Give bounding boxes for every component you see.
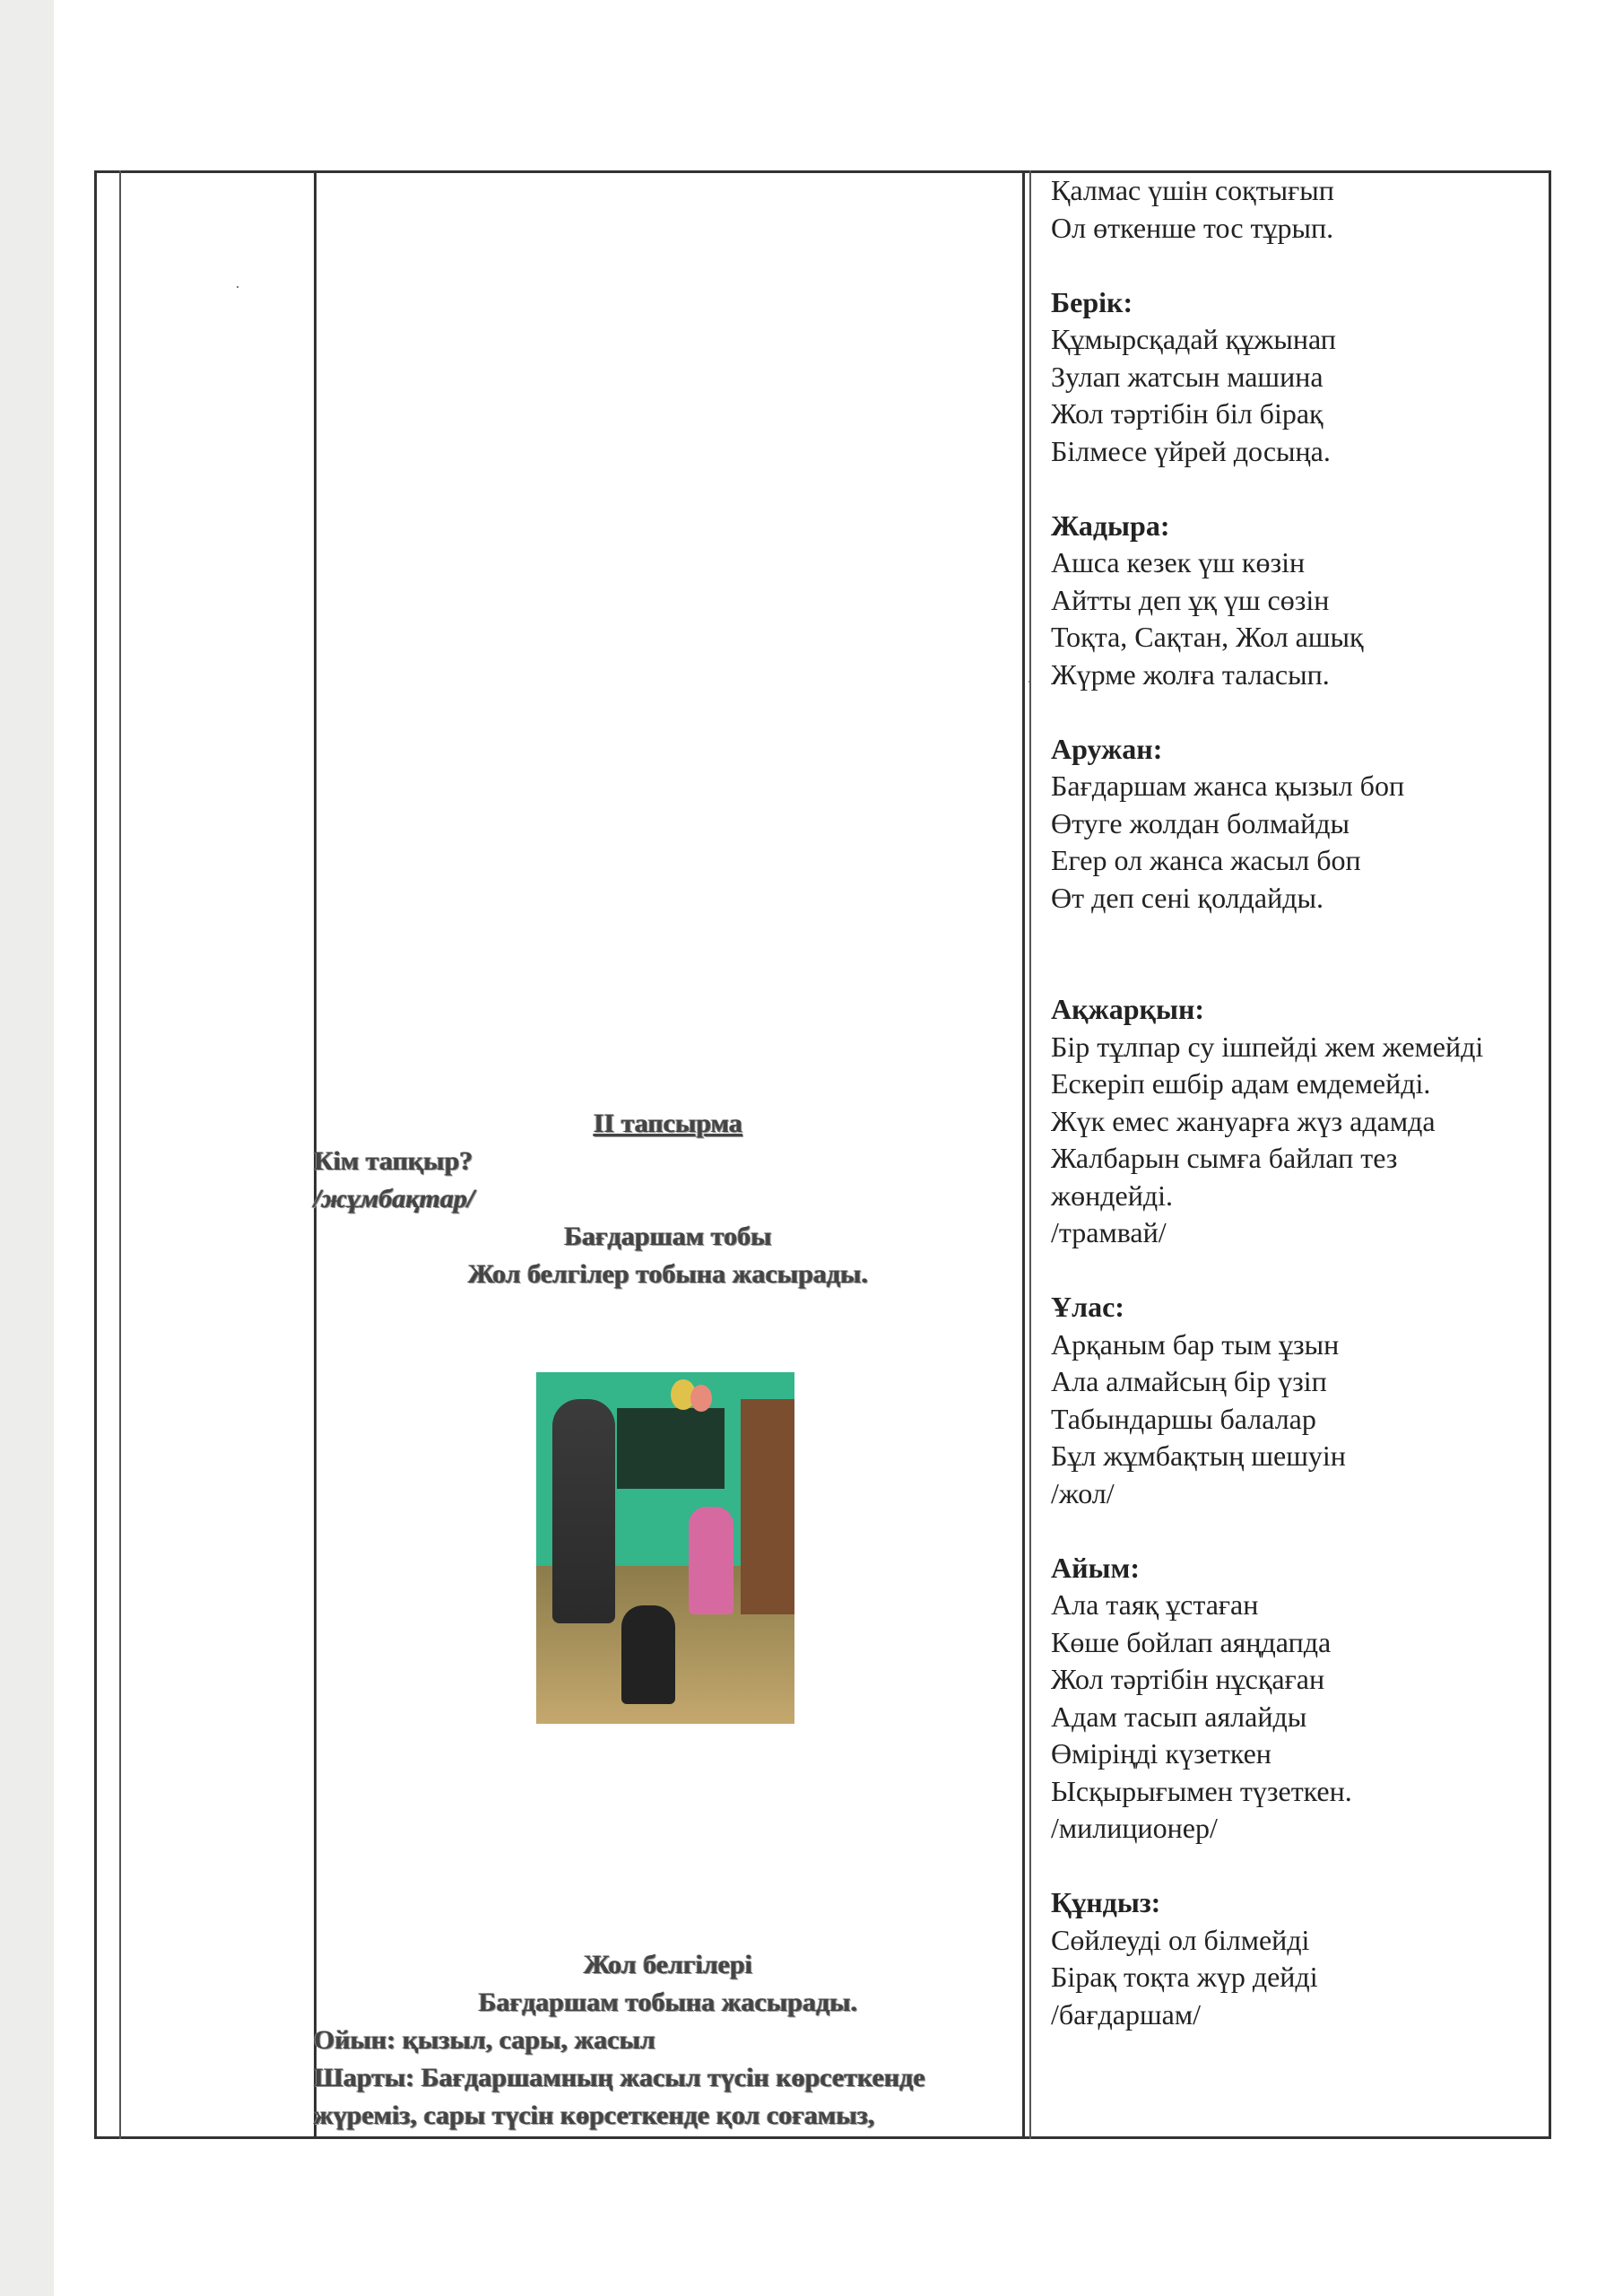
- verse-line: Бір тұлпар су ішпейді жем жемейді: [1051, 1030, 1484, 1063]
- verse-line: Ала таяқ ұстаған: [1051, 1588, 1259, 1621]
- verse-gap: [1051, 470, 1553, 508]
- verse-line: Ала алмайсың бір үзіп: [1051, 1365, 1327, 1397]
- group-instruction: Жол белгілер тобына жасырады.: [467, 1259, 869, 1289]
- verse-line: Сөйлеуді ол білмейді: [1051, 1923, 1310, 1956]
- verse-gap: [1051, 1512, 1553, 1550]
- verse-line: жөндейді.: [1051, 1178, 1174, 1212]
- verse-gap: [1051, 247, 1553, 284]
- scan-speck: ·: [1027, 673, 1032, 691]
- verse-line: Ашса кезек үш көзін: [1051, 546, 1306, 578]
- classroom-photo: [536, 1372, 794, 1724]
- speaker-name: Ақжарқын:: [1051, 993, 1205, 1025]
- verse-line: Өтуге жолдан болмайды: [1051, 806, 1350, 839]
- group-name: Бағдаршам тобы: [564, 1222, 772, 1251]
- task-question: Кім тапқыр?: [314, 1146, 473, 1176]
- scan-speck: ·: [235, 278, 240, 296]
- verse-line: Ысқырығымен түзеткен.: [1051, 1774, 1352, 1807]
- verse-line: /трамвай/: [1051, 1216, 1167, 1248]
- verse-line: Зулап жатсын машина: [1051, 360, 1324, 393]
- verse-line: Жүрме жолға таласып.: [1051, 657, 1330, 691]
- verse-line: Ескеріп ешбір адам емдемейді.: [1051, 1067, 1431, 1100]
- speaker-name: Аружан:: [1051, 732, 1163, 765]
- verse-line: Табындаршы балалар: [1051, 1402, 1316, 1435]
- verse-line: Бұл жұмбақтың шешуін: [1051, 1439, 1346, 1472]
- speaker-name: Айым:: [1051, 1551, 1140, 1584]
- poems-column: [1051, 172, 1553, 2033]
- verse-gap: [1051, 1252, 1553, 1290]
- signs-section: [314, 1946, 1022, 2135]
- verse-line: Бірақ тоқта жүр дейді: [1051, 1961, 1318, 1993]
- verse-gap: [1051, 1848, 1553, 1885]
- signs-title: Жол белгілері: [583, 1950, 753, 1979]
- verse-line: /бағдаршам/: [1051, 1997, 1201, 2031]
- verse-line: Тоқта, Сақтан, Жол ашық: [1051, 621, 1364, 653]
- verse-line: Жол тәртібін біл бірақ: [1051, 397, 1324, 430]
- verse-line: Қалмас үшін соқтығып: [1051, 174, 1334, 206]
- speaker-name: Ұлас:: [1051, 1291, 1124, 1323]
- verse-line: Бағдаршам жанса қызыл боп: [1051, 770, 1405, 802]
- verse-gap: [1051, 917, 1553, 991]
- verse-line: Жүк емес жануарға жүз адамда: [1051, 1104, 1436, 1137]
- speaker-name: Құндыз:: [1051, 1886, 1161, 1918]
- signs-instruction: Бағдаршам тобына жасырады.: [478, 1987, 858, 2017]
- verse-line: Көше бойлап аяңдапда: [1051, 1625, 1332, 1658]
- riddles-note: /жұмбақтар/: [314, 1184, 475, 1213]
- verse-line: Өт деп сені қолдайды.: [1051, 881, 1324, 914]
- verse-line: Егер ол жанса жасыл боп: [1051, 844, 1361, 876]
- verse-line: Құмырсқадай құжынап: [1051, 323, 1336, 355]
- task-section: [314, 1105, 1022, 1293]
- verse-line: Өміріңді күзеткен: [1051, 1737, 1271, 1770]
- verse-line: Адам тасып аялайды: [1051, 1700, 1307, 1733]
- table-column-divider-2: [1022, 170, 1025, 2139]
- verse-line: /милиционер/: [1051, 1812, 1218, 1844]
- verse-line: Арқаным бар тым ұзын: [1051, 1327, 1340, 1361]
- speaker-name: Берік:: [1051, 285, 1133, 318]
- rules-line-2: жүремiз, сары түсін көрсеткенде қол соғамыз,: [314, 2100, 875, 2130]
- speaker-name: Жадыра:: [1051, 509, 1170, 542]
- verse-line: Жалбарын сымға байлап тез: [1051, 1142, 1398, 1174]
- table-column-divider-2b: [1029, 170, 1031, 2139]
- task-title: II тапсырма: [593, 1109, 743, 1138]
- verse-line: Айтты деп ұқ үш сөзін: [1051, 583, 1330, 616]
- scan-margin: [0, 0, 54, 2296]
- verse-line: Ол өткенше тос тұрып.: [1051, 211, 1334, 244]
- verse-gap: [1051, 693, 1553, 731]
- verse-line: Жол тәртібін нұсқаған: [1051, 1663, 1325, 1695]
- rules-line-1: Шарты: Бағдаршамның жасыл түсін көрсеткенде: [314, 2063, 925, 2092]
- verse-line: Білмесе үйрей досыңа.: [1051, 434, 1331, 467]
- game-line: Ойын: қызыл, сары, жасыл: [314, 2025, 655, 2055]
- table-inner-edge: [119, 170, 121, 2139]
- verse-line: /жол/: [1051, 1476, 1115, 1509]
